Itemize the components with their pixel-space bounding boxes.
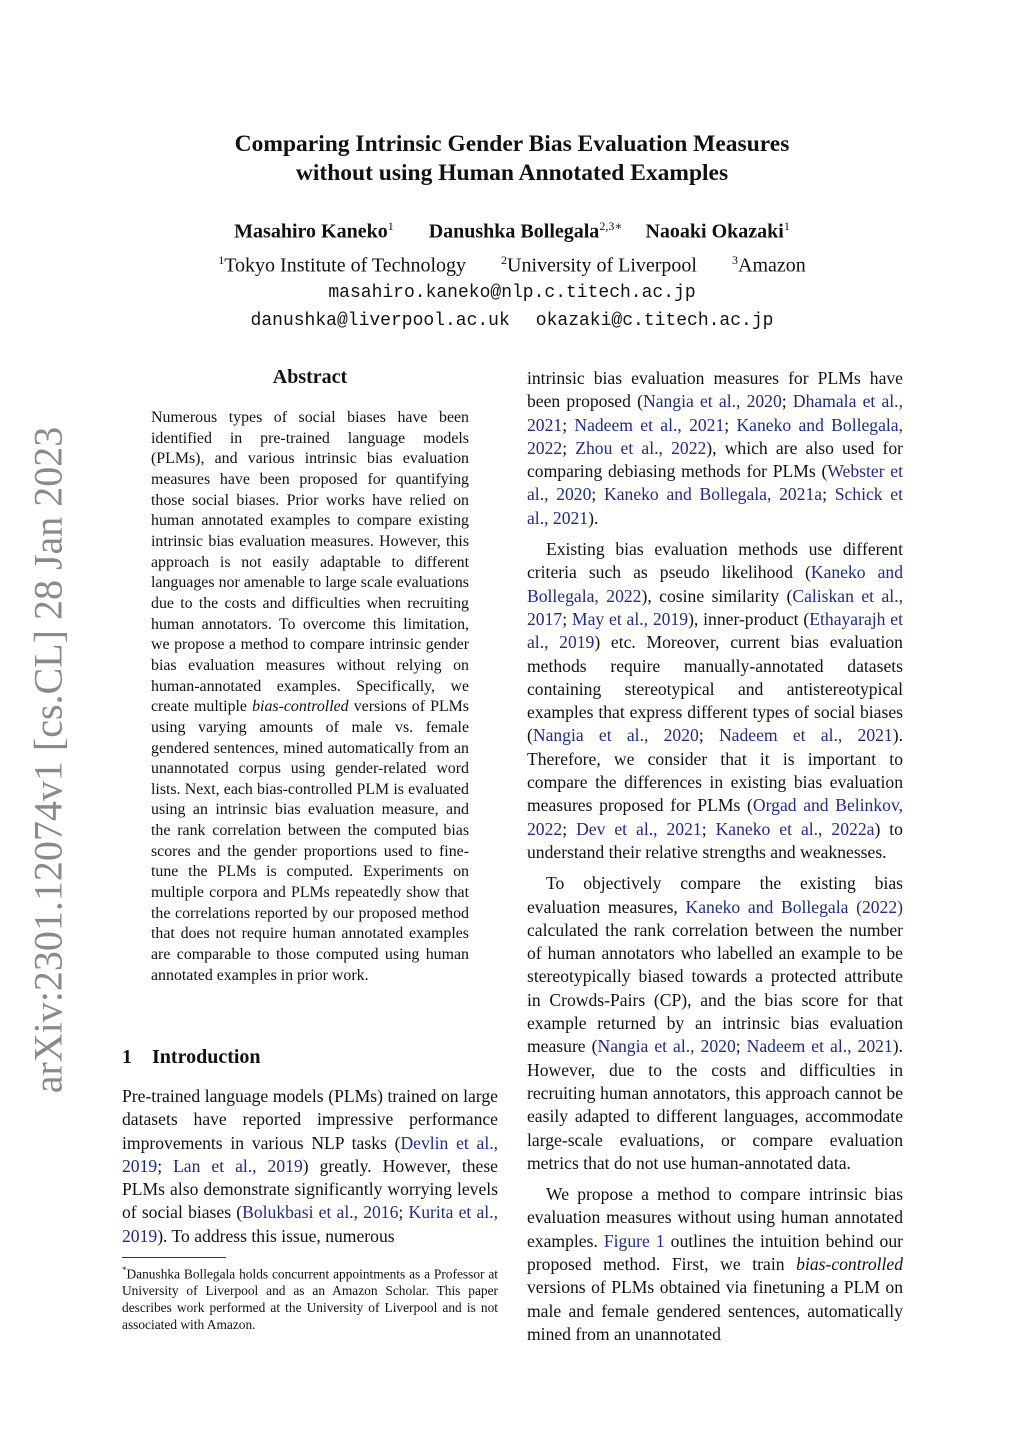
citation-link[interactable]: Nangia et al., 2020 <box>642 391 782 412</box>
body-text: ). To address this issue, numerous <box>157 1225 395 1246</box>
abstract-body <box>151 408 469 986</box>
footnote-rule <box>122 1257 226 1258</box>
abstract-italic-term: bias-controlled <box>252 698 349 716</box>
body-text: ; <box>698 725 719 746</box>
footnote <box>122 1262 498 1334</box>
email-bollegala[interactable]: danushka@liverpool.ac.uk <box>250 311 510 332</box>
email-line-2 <box>112 307 912 335</box>
body-text: ; <box>157 1155 174 1176</box>
author-sup: 2,3∗ <box>599 219 623 233</box>
body-text: ; <box>822 484 835 505</box>
body-text: ) to understand their relative strengths and weaknesses. <box>527 818 903 862</box>
citation-link[interactable]: Nadeem et al., 2021 <box>574 414 725 435</box>
body-text: outlines the intuition behind our proposed method. First, we train <box>527 1230 903 1274</box>
arxiv-identifier-text: arXiv:2301.12074v1 [cs.CL] 28 Jan 2023 <box>25 426 71 1094</box>
author-name: Danushka Bollegala <box>428 220 600 243</box>
citation-link[interactable]: Orgad and Belinkov, 2022 <box>527 795 903 839</box>
section-number: 1 <box>122 1046 132 1068</box>
body-text: ; <box>781 391 793 412</box>
body-text: ). <box>588 507 599 528</box>
abstract-text: versions of PLMs using varying amounts of male vs. female gendered sentences, mined automatically from an unannotated corpus using gender-related word lists. Next, each bias-controlled PLM is evaluated using an intrinsic bias evaluation measure, and the rank correlation between the computed bias scores and the gender proportions used to fine-tune the PLMs is computed. Experiments on multiple corpora and PLMs repeatedly show that the correlations reported by our proposed method that does not require human annotated examples are comparable to those computed using human annotated examples in prior work. <box>151 698 469 984</box>
body-text: calculated the rank correlation between the number of human annotators who labelled an example to be stereotypically biased towards a protected attribute in Crowds-Pairs (CP), and the bias score for that example returned by an intrinsic bias evaluation measure ( <box>527 919 903 1057</box>
affiliation-sup: 3 <box>732 252 738 267</box>
citation-link[interactable]: Caliskan et al., 2017 <box>527 585 903 629</box>
citation-link[interactable]: Devlin et al., 2019 <box>122 1132 498 1176</box>
citation-link[interactable]: Kaneko et al., 2022a <box>715 818 875 839</box>
body-text: ; <box>562 608 572 629</box>
body-text: ; <box>562 437 576 458</box>
citation-link[interactable]: Kaneko and Bollegala (2022) <box>685 896 904 917</box>
body-text: ; <box>701 818 716 839</box>
footnote-text: Danushka Bollegala holds concurrent appointments as a Professor at University of Liverpool and as an Amazon Scholar. This paper describes work performed at the University of Liverpool and is not associated with Amazon. <box>122 1266 498 1332</box>
citation-link[interactable]: Kaneko and Bollegala, 2021a <box>604 484 823 505</box>
body-text: ), inner-product ( <box>688 608 810 629</box>
paper-title <box>112 130 912 188</box>
citation-link[interactable]: Ethayarajh et al., 2019 <box>527 608 903 653</box>
right-column <box>527 367 903 1354</box>
paragraph <box>527 1183 903 1346</box>
author-name: Masahiro Kaneko <box>234 220 388 243</box>
body-text: To objectively compare the existing bias evaluation measures, <box>527 873 903 917</box>
citation-link[interactable]: Nadeem et al., 2021 <box>718 725 893 746</box>
citation-link[interactable]: Kurita et al., 2019 <box>122 1202 498 1246</box>
email-kaneko[interactable]: masahiro.kaneko@nlp.c.titech.ac.jp <box>328 283 696 304</box>
body-text: ; <box>735 1036 747 1057</box>
affiliation-sup: 1 <box>218 252 225 267</box>
email-okazaki[interactable]: okazaki@c.titech.ac.jp <box>535 311 774 332</box>
citation-link[interactable]: Schick et al., 2021 <box>527 484 903 528</box>
citation-link[interactable]: Kaneko and Bollegala, 2022 <box>527 562 903 606</box>
paragraph <box>527 367 903 530</box>
citation-link[interactable]: Bolukbasi et al., 2016 <box>242 1202 399 1223</box>
section-heading-introduction <box>122 1046 261 1069</box>
title-line-2: without using Human Annotated Examples <box>295 160 729 186</box>
body-text: ). Therefore, we consider that it is important to compare the differences in existing bias evaluation measures proposed for PLMs ( <box>527 725 903 816</box>
body-text: ; <box>591 484 605 505</box>
citation-link[interactable]: Nadeem et al., 2021 <box>746 1036 893 1057</box>
body-text: Pre-trained language models (PLMs) trained on large datasets have reported impressive performance improvements in various NLP tasks ( <box>122 1086 498 1153</box>
intro-paragraph <box>122 1085 498 1248</box>
author-names <box>112 212 912 246</box>
citation-link[interactable]: Kaneko and Bollegala, 2022 <box>527 414 903 458</box>
author-sup: 1 <box>387 219 394 233</box>
citation-link[interactable]: Dhamala et al., 2021 <box>527 391 903 435</box>
body-text: ), which are also used for comparing debiasing methods for PLMs ( <box>527 437 903 482</box>
author-sup: 1 <box>783 219 790 233</box>
arxiv-identifier <box>20 426 76 1094</box>
body-text: ; <box>562 818 577 839</box>
abstract-text: Numerous types of social biases have been identified in pre-trained language models (PLMs), and various intrinsic bias evaluation measures have been proposed for quantifying those social biases. Prior works have relied on human annotated examples to compare existing intrinsic bias evaluation measures. However, this approach is not easily adaptable to different languages nor amenable to large scale evaluations due to the costs and difficulties when recruiting human annotators. To overcome this limitation, we propose a method to compare intrinsic gender bias evaluation measures without relying on human-annotated examples. Specifically, we create multiple <box>151 409 469 716</box>
author-block <box>112 212 912 335</box>
paragraph <box>527 538 903 864</box>
author-name: Naoaki Okazaki <box>645 220 784 243</box>
italic-term: bias-controlled <box>796 1253 903 1274</box>
title-line-1: Comparing Intrinsic Gender Bias Evaluation Measures <box>234 131 790 157</box>
affiliations <box>112 246 912 280</box>
section-title: Introduction <box>152 1046 261 1068</box>
citation-link[interactable]: Zhou et al., 2022 <box>575 437 707 458</box>
body-text: ), cosine similarity ( <box>641 585 793 606</box>
footnote-mark: * <box>122 1265 127 1275</box>
citation-link[interactable]: Lan et al., 2019 <box>173 1155 303 1176</box>
body-text: ) etc. Moreover, current bias evaluation methods require manually-annotated datasets containing stereotypical and antistereotypical examples that express different types of social biases ( <box>527 632 903 746</box>
body-text: versions of PLMs obtained via finetuning a PLM on male and female gendered sentences, automatically mined from an unannotated <box>527 1277 903 1344</box>
affiliation: University of Liverpool <box>507 254 697 277</box>
body-text: ). However, due to the costs and difficulties in recruiting human annotators, this approach cannot be easily adapted to different languages, accommodate large-scale evaluations, or compare evaluation metrics that do not use human-annotated data. <box>527 1036 903 1173</box>
affiliation-sup: 2 <box>501 252 508 267</box>
citation-link[interactable]: Dev et al., 2021 <box>576 818 702 839</box>
body-text: ; <box>398 1202 409 1223</box>
body-text: Existing bias evaluation methods use different criteria such as pseudo likelihood ( <box>527 539 903 583</box>
affiliation: Amazon <box>738 254 806 277</box>
abstract-heading: Abstract <box>272 366 348 388</box>
body-text: intrinsic bias evaluation measures for PLMs have been proposed ( <box>527 368 903 412</box>
affiliation: Tokyo Institute of Technology <box>224 254 467 277</box>
body-text: ; <box>724 414 737 435</box>
citation-link[interactable]: Webster et al., 2020 <box>527 461 903 505</box>
body-text: ; <box>562 414 575 435</box>
citation-link[interactable]: Nangia et al., 2020 <box>532 725 699 746</box>
body-text: ) greatly. However, these PLMs also demonstrate significantly worrying levels of social biases ( <box>122 1155 498 1223</box>
citation-link[interactable]: Nangia et al., 2020 <box>597 1036 736 1057</box>
figure-reference-link[interactable]: Figure 1 <box>603 1230 665 1251</box>
paragraph <box>527 872 903 1175</box>
body-text: We propose a method to compare intrinsic bias evaluation measures without using human annotated examples. <box>527 1184 903 1251</box>
citation-link[interactable]: May et al., 2019 <box>571 608 689 629</box>
